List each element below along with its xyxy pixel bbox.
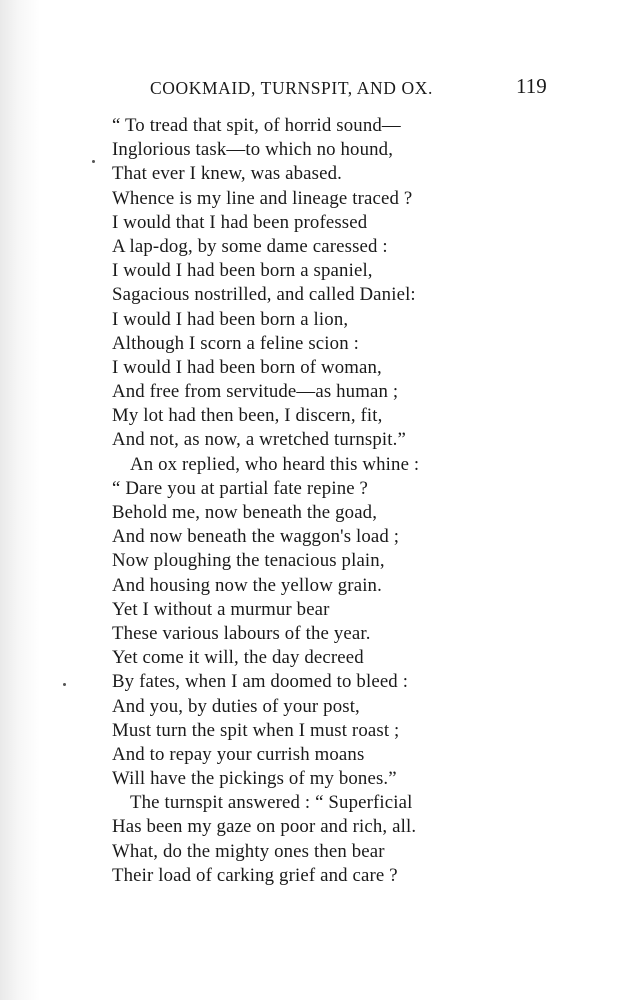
poem-line: “ Dare you at partial fate repine ? — [112, 477, 369, 499]
poem-line: Their load of carking grief and care ? — [112, 864, 398, 886]
poem-line: Whence is my line and lineage traced ? — [112, 187, 413, 209]
poem-line: A lap-dog, by some dame caressed : — [112, 235, 388, 257]
poem-line: Although I scorn a feline scion : — [112, 332, 359, 354]
poem-line: That ever I knew, was abased. — [112, 163, 342, 185]
poem-line: The turnspit answered : “ Superficial — [130, 792, 413, 814]
poem-line: And not, as now, a wretched turnspit.” — [112, 429, 406, 451]
poem-line: “ To tread that spit, of horrid sound— — [112, 115, 401, 136]
poem-line: What, do the mighty ones then bear — [112, 840, 385, 862]
poem-line: These various labours of the year. — [112, 622, 371, 644]
poem-line: I would I had been born of woman, — [112, 356, 382, 378]
page-header — [0, 72, 634, 102]
poem-line: Sagacious nostrilled, and called Daniel: — [112, 284, 416, 306]
poem-line: And now beneath the waggon's load ; — [112, 526, 400, 548]
poem-line: And free from servitude—as human ; — [112, 381, 399, 403]
poem-line: I would I had been born a lion, — [112, 308, 349, 330]
poem-line: My lot had then been, I discern, fit, — [112, 405, 383, 427]
poem-line: Yet come it will, the day decreed — [112, 647, 364, 669]
poem-line: Yet I without a murmur bear — [112, 598, 330, 620]
poem-line: And housing now the yellow grain. — [112, 574, 382, 596]
running-head: COOKMAID, TURNSPIT, AND OX. — [150, 78, 433, 98]
paper-speck — [63, 683, 66, 686]
poem-line: Will have the pickings of my bones.” — [112, 768, 397, 790]
poem-line: Now ploughing the tenacious plain, — [112, 550, 385, 572]
poem-line: I would that I had been professed — [112, 211, 368, 233]
poem-line: And you, by duties of your post, — [112, 695, 360, 717]
poem-line: An ox replied, who heard this whine : — [130, 453, 420, 475]
poem-text — [112, 114, 612, 888]
poem-line: Has been my gaze on poor and rich, all. — [112, 816, 417, 838]
poem-line: Behold me, now beneath the goad, — [112, 502, 378, 523]
poem-line: And to repay your currish moans — [112, 743, 365, 765]
poem-line: Must turn the spit when I must roast ; — [112, 719, 400, 741]
poem-line: I would I had been born a spaniel, — [112, 260, 373, 282]
poem-line: Inglorious task—to which no hound, — [112, 139, 394, 161]
paper-speck — [92, 160, 95, 163]
page-number: 119 — [516, 74, 547, 98]
poem-line: By fates, when I am doomed to bleed : — [112, 671, 409, 693]
